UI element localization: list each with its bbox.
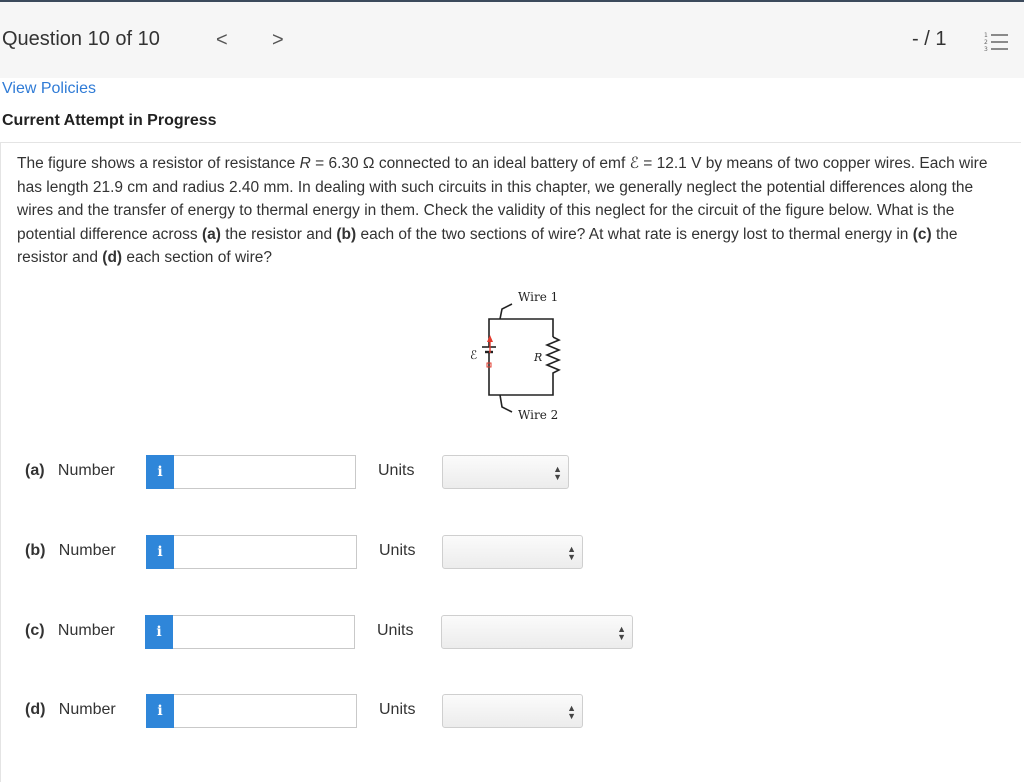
- svg-text:1: 1: [984, 32, 988, 39]
- circuit-figure: [440, 283, 580, 428]
- info-button-a[interactable]: i: [146, 455, 174, 489]
- units-select-a[interactable]: [442, 455, 569, 489]
- info-button-c[interactable]: i: [145, 615, 173, 649]
- wire2-label: Wire 2: [518, 408, 559, 422]
- select-arrows-icon: ▲ ▼: [617, 624, 626, 642]
- select-arrows-icon: ▲ ▼: [567, 544, 576, 562]
- info-button-b[interactable]: i: [146, 535, 174, 569]
- answer-label-b: (b) Number: [25, 542, 116, 559]
- resistor-label: R: [534, 351, 543, 364]
- svg-text:2: 2: [984, 39, 988, 46]
- answer-label-a: (a) Number: [25, 462, 115, 479]
- units-select-c[interactable]: [441, 615, 633, 649]
- info-button-d[interactable]: i: [146, 694, 174, 728]
- select-arrows-icon: ▲ ▼: [567, 703, 576, 721]
- problem-statement: The figure shows a resistor of resistance R = 6.30 Ω connected to an ideal battery of emf ℰ = 12.1 V by means of two copper wires. Each wire has length 21.9 cm and radius 2.40 mm. In dealing with such circuits in this chapter, we generally neglect the potential differences along the wires and the transfer of energy to thermal energy in them. Check the validity of this neglect for the circuit of the figure below. What is the potential difference across (a) the resistor and (b) each of the two sections of wire? At what rate is energy lost to thermal energy in (c) the resistor and (d) each section of wire?: [17, 155, 988, 266]
- number-input-d[interactable]: [174, 694, 357, 728]
- select-arrows-icon: ▲ ▼: [553, 464, 562, 482]
- answer-row-d: [0, 691, 700, 731]
- previous-question-button[interactable]: <: [216, 29, 228, 51]
- answer-label-d: (d) Number: [25, 701, 116, 718]
- answer-row-c: [0, 612, 700, 652]
- attempt-status: Current Attempt in Progress: [2, 112, 217, 129]
- svg-text:3: 3: [984, 46, 988, 53]
- answer-label-c: (c) Number: [25, 622, 115, 639]
- units-select-d[interactable]: [442, 694, 583, 728]
- score-display: - / 1: [912, 28, 947, 50]
- question-header: [0, 2, 1024, 78]
- units-label-b: Units: [379, 542, 416, 559]
- answer-row-b: [0, 532, 700, 572]
- next-question-button[interactable]: >: [272, 29, 284, 51]
- numbered-list-icon[interactable]: [984, 31, 1008, 53]
- units-label-c: Units: [377, 622, 414, 639]
- units-label-a: Units: [378, 462, 415, 479]
- number-input-c[interactable]: [173, 615, 355, 649]
- units-label-d: Units: [379, 701, 416, 718]
- number-input-a[interactable]: [174, 455, 356, 489]
- wire1-label: Wire 1: [518, 290, 559, 304]
- number-input-b[interactable]: [174, 535, 357, 569]
- emf-label: ℰ: [470, 348, 478, 362]
- question-title: Question 10 of 10: [2, 28, 160, 50]
- units-select-b[interactable]: [442, 535, 583, 569]
- view-policies-link[interactable]: View Policies: [2, 80, 96, 97]
- answer-row-a: [0, 452, 700, 492]
